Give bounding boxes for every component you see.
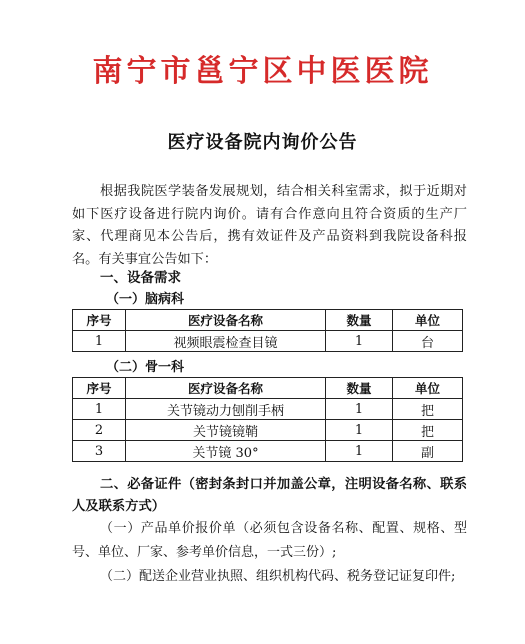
table-header-row xyxy=(73,378,463,399)
dept-orthopedics-heading: （二）骨一科 xyxy=(106,360,185,375)
header-name: 医疗设备名称 xyxy=(126,310,326,331)
cell-no: 3 xyxy=(73,441,126,462)
header-no: 序号 xyxy=(73,378,126,399)
table-row xyxy=(73,331,463,352)
cell-qty: 1 xyxy=(326,441,393,462)
table-orthopedics xyxy=(72,377,463,462)
cell-unit: 台 xyxy=(393,331,463,352)
table-row xyxy=(73,441,463,462)
hospital-letterhead: 南宁市邕宁区中医医院 xyxy=(92,54,433,89)
cell-unit: 副 xyxy=(393,441,463,462)
section-required-documents: 二、必备证件（密封条封口并加盖公章，注明设备名称、联系人及联系方式） xyxy=(72,477,467,514)
header-unit: 单位 xyxy=(393,378,463,399)
cell-name: 关节镜镜鞘 xyxy=(126,420,326,441)
header-no: 序号 xyxy=(73,310,126,331)
header-unit: 单位 xyxy=(393,310,463,331)
cell-name: 关节镜 30° xyxy=(126,441,326,462)
dept-neurology-heading: （一）脑病科 xyxy=(106,292,185,307)
header-qty: 数量 xyxy=(326,310,393,331)
intro-paragraph: 根据我院医学装备发展规划，结合相关科室需求，拟于近期对如下医疗设备进行院内询价。请有合作意向且符合资质的生产厂家、代理商见本公告后，携有效证件及产品资料到我院设备科报名。有关事宜公告如下： xyxy=(72,184,467,267)
cell-no: 1 xyxy=(73,331,126,352)
cell-unit: 把 xyxy=(393,399,463,420)
cell-no: 1 xyxy=(73,399,126,420)
cell-qty: 1 xyxy=(326,399,393,420)
document-title: 医疗设备院内询价公告 xyxy=(167,132,358,153)
header-name: 医疗设备名称 xyxy=(126,378,326,399)
cell-name: 关节镜动力刨削手柄 xyxy=(126,399,326,420)
cell-name: 视频眼震检查目镜 xyxy=(126,331,326,352)
cell-unit: 把 xyxy=(393,420,463,441)
table-row xyxy=(73,399,463,420)
required-item-quotation: （一）产品单价报价单（必须包含设备名称、配置、规格、型号、单位、厂家、参考单价信息，一式三份）; xyxy=(72,521,467,560)
section-equipment-needs: 一、设备需求 xyxy=(100,270,181,286)
cell-qty: 1 xyxy=(326,420,393,441)
header-qty: 数量 xyxy=(326,378,393,399)
table-neurology xyxy=(72,309,463,352)
table-header-row xyxy=(73,310,463,331)
cell-no: 2 xyxy=(73,420,126,441)
required-item-licenses: （二）配送企业营业执照、组织机构代码、税务登记证复印件; xyxy=(100,569,456,584)
table-row xyxy=(73,420,463,441)
cell-qty: 1 xyxy=(326,331,393,352)
